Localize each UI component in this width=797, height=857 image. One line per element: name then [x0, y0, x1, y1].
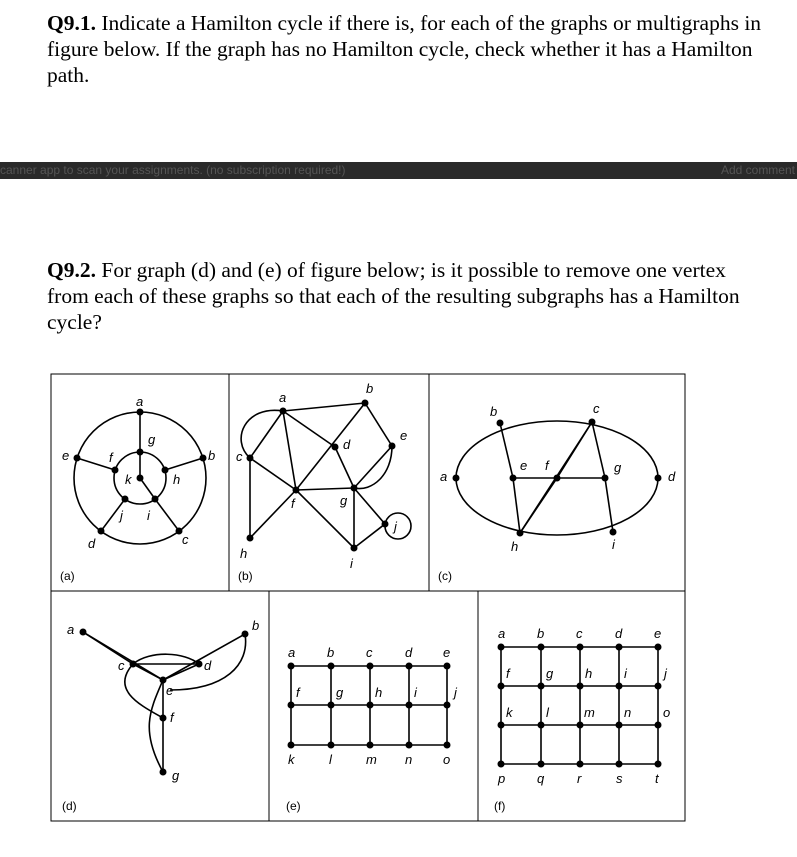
label-j: j	[120, 508, 123, 523]
graph-c	[440, 401, 676, 554]
vertex-d	[332, 444, 339, 451]
vertex-q	[538, 761, 545, 768]
label-h: h	[585, 666, 593, 681]
label-g: g	[148, 432, 156, 447]
vertex-p	[498, 761, 505, 768]
vertex-k	[288, 742, 295, 749]
vertex-l	[328, 742, 335, 749]
graph-f	[497, 626, 670, 786]
vertex-d	[655, 475, 662, 482]
label-a: a	[288, 645, 296, 660]
vertex-g	[538, 683, 545, 690]
vertex-f	[554, 475, 561, 482]
caption-d: (d)	[62, 799, 77, 813]
vertex-o	[444, 742, 451, 749]
label-f: f	[296, 685, 300, 700]
label-t: t	[655, 771, 659, 786]
label-s: s	[616, 771, 623, 786]
label-c: c	[118, 658, 125, 673]
label-m: m	[584, 705, 595, 720]
vertex-m	[577, 722, 584, 729]
vertex-i	[406, 702, 413, 709]
vertex-e	[74, 455, 81, 462]
vertex-j	[122, 496, 129, 503]
label-n: n	[405, 752, 413, 767]
vertex-j	[444, 702, 451, 709]
label-e: e	[443, 645, 451, 660]
vertex-b	[200, 455, 207, 462]
label-c: c	[366, 645, 373, 660]
vertex-m	[367, 742, 374, 749]
label-h: h	[240, 546, 248, 561]
vertex-j	[655, 683, 662, 690]
vertex-g	[351, 485, 358, 492]
label-q: q	[537, 771, 545, 786]
vertex-e	[510, 475, 517, 482]
vertex-c	[577, 644, 584, 651]
vertex-k	[498, 722, 505, 729]
label-d: d	[88, 536, 96, 551]
label-f: f	[170, 710, 174, 725]
label-o: o	[663, 705, 671, 720]
label-l: l	[546, 705, 549, 720]
label-b: b	[208, 448, 216, 463]
label-h: h	[375, 685, 383, 700]
label-b: b	[490, 404, 498, 419]
label-k: k	[288, 752, 295, 767]
vertex-h	[577, 683, 584, 690]
label-f: f	[545, 458, 549, 473]
label-g: g	[336, 685, 344, 700]
vertex-g	[137, 449, 144, 456]
label-a: a	[136, 394, 144, 409]
label-d: d	[405, 645, 413, 660]
label-i: i	[414, 685, 417, 700]
vertex-c	[589, 419, 596, 426]
label-j: j	[394, 519, 397, 534]
label-k: k	[125, 472, 132, 487]
label-d: d	[204, 658, 212, 673]
label-e: e	[520, 458, 528, 473]
label-i: i	[350, 556, 353, 571]
caption-f: (f)	[494, 799, 506, 813]
vertex-f	[160, 715, 167, 722]
label-e: e	[400, 428, 408, 443]
vertex-c	[130, 661, 137, 668]
label-a: a	[498, 626, 506, 641]
add-comment-link[interactable]: Add comment	[720, 163, 795, 177]
vertex-a	[453, 475, 460, 482]
label-i: i	[624, 666, 627, 681]
vertex-b	[538, 644, 545, 651]
label-c: c	[576, 626, 583, 641]
vertex-b	[362, 400, 369, 407]
vertex-j	[382, 521, 389, 528]
vertex-e	[444, 663, 451, 670]
vertex-s	[616, 761, 623, 768]
label-j: j	[454, 685, 457, 700]
label-e: e	[166, 683, 174, 698]
label-l: l	[329, 752, 332, 767]
label-d: d	[343, 437, 351, 452]
label-e: e	[62, 448, 70, 463]
vertex-i	[152, 496, 159, 503]
label-d: d	[615, 626, 623, 641]
question-text: For graph (d) and (e) of figure below; is it possible to remove one vertex from each of these graphs so that each of the resulting subgraphs has a Hamilton cycle?	[47, 258, 740, 334]
vertex-e	[655, 644, 662, 651]
vertex-e	[389, 443, 396, 450]
vertex-t	[655, 761, 662, 768]
graph-a	[62, 394, 215, 551]
caption-c: (c)	[438, 569, 452, 583]
label-h: h	[511, 539, 519, 554]
vertex-c	[367, 663, 374, 670]
label-b: b	[252, 618, 260, 633]
question-text: Indicate a Hamilton cycle if there is, for each of the graphs or multigraphs in figure below. If the graph has no Hamilton cycle, check whether it has a Hamilton path.	[47, 11, 762, 87]
label-c: c	[236, 449, 243, 464]
label-o: o	[443, 752, 451, 767]
label-g: g	[340, 493, 348, 508]
label-b: b	[366, 381, 374, 396]
caption-b: (b)	[238, 569, 253, 583]
label-b: b	[327, 645, 335, 660]
vertex-f	[288, 702, 295, 709]
vertex-r	[577, 761, 584, 768]
vertex-g	[328, 702, 335, 709]
vertex-i	[351, 545, 358, 552]
vertex-i	[616, 683, 623, 690]
label-f: f	[109, 450, 113, 465]
vertex-b	[328, 663, 335, 670]
label-r: r	[577, 771, 582, 786]
vertex-n	[406, 742, 413, 749]
vertex-g	[160, 769, 167, 776]
label-j: j	[664, 666, 667, 681]
vertex-g	[602, 475, 609, 482]
vertex-a	[498, 644, 505, 651]
label-c: c	[593, 401, 600, 416]
label-g: g	[172, 768, 180, 783]
vertex-c	[247, 455, 254, 462]
label-n: n	[624, 705, 632, 720]
vertex-b	[497, 420, 504, 427]
question-number: Q9.2.	[47, 258, 96, 282]
label-a: a	[440, 469, 448, 484]
label-c: c	[182, 532, 189, 547]
label-a: a	[67, 622, 75, 637]
label-b: b	[537, 626, 545, 641]
label-e: e	[654, 626, 662, 641]
vertex-h	[162, 467, 169, 474]
label-f: f	[506, 666, 510, 681]
vertex-b	[242, 631, 249, 638]
vertex-i	[610, 529, 617, 536]
vertex-f	[498, 683, 505, 690]
graph-d	[67, 618, 259, 783]
vertex-d	[98, 528, 105, 535]
vertex-h	[367, 702, 374, 709]
label-g: g	[614, 460, 622, 475]
vertex-a	[137, 409, 144, 416]
vertex-a	[80, 629, 87, 636]
label-g: g	[546, 666, 554, 681]
question-number: Q9.1.	[47, 11, 96, 35]
label-h: h	[173, 472, 181, 487]
label-m: m	[366, 752, 377, 767]
caption-a: (a)	[60, 569, 75, 583]
vertex-d	[406, 663, 413, 670]
vertex-d	[616, 644, 623, 651]
vertex-d	[196, 661, 203, 668]
vertex-l	[538, 722, 545, 729]
label-a: a	[279, 390, 287, 405]
vertex-k	[137, 475, 144, 482]
label-d: d	[668, 469, 676, 484]
label-f: f	[291, 496, 295, 511]
label-i: i	[147, 508, 150, 523]
vertex-f	[112, 467, 119, 474]
vertex-h	[247, 535, 254, 542]
label-i: i	[612, 537, 615, 552]
label-k: k	[506, 705, 513, 720]
graph-e	[288, 645, 459, 767]
vertex-n	[616, 722, 623, 729]
label-p: p	[498, 771, 506, 786]
vertex-a	[288, 663, 295, 670]
banner-message: canner app to scan your assignments. (no subscription required!)	[0, 163, 346, 177]
vertex-a	[280, 408, 287, 415]
caption-e: (e)	[286, 799, 301, 813]
vertex-h	[517, 530, 524, 537]
vertex-f	[293, 487, 300, 494]
vertex-o	[655, 722, 662, 729]
graph-b	[236, 381, 411, 571]
